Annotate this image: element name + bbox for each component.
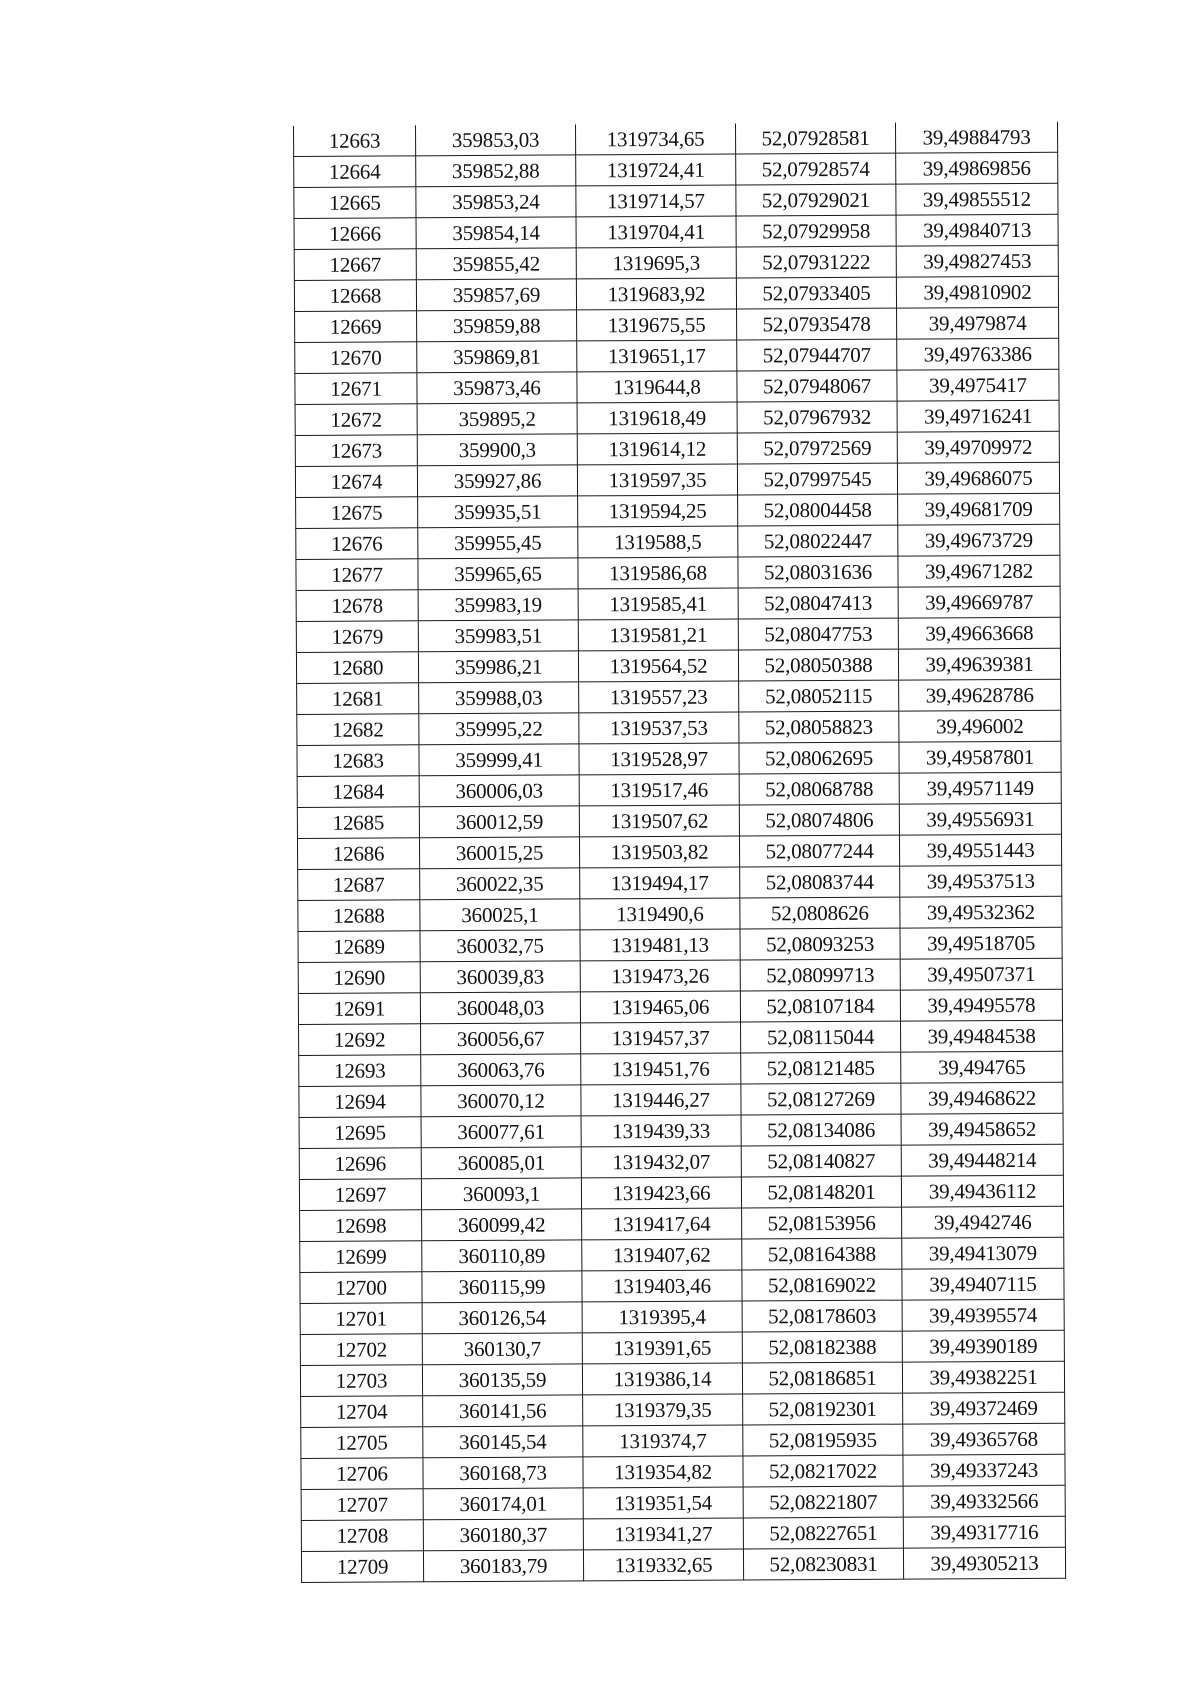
coordinates-table-body	[294, 122, 1066, 1583]
x-coordinate-cell: 359986,21	[418, 651, 578, 683]
latitude-cell: 52,08227651	[743, 1517, 903, 1549]
longitude-cell: 39,49840713	[896, 214, 1058, 246]
table-row	[298, 958, 1062, 993]
table-row	[299, 1175, 1063, 1210]
point-number-cell: 12666	[294, 218, 416, 250]
point-number-cell: 12695	[299, 1117, 421, 1149]
y-coordinate-cell: 1319651,17	[577, 340, 737, 372]
point-number-cell: 12699	[300, 1241, 422, 1273]
x-coordinate-cell: 360099,42	[422, 1209, 582, 1241]
latitude-cell: 52,08052115	[739, 680, 899, 712]
latitude-cell: 52,08164388	[742, 1238, 902, 1270]
point-number-cell: 12708	[301, 1520, 423, 1552]
table-row	[294, 183, 1058, 218]
table-row	[295, 400, 1059, 435]
y-coordinate-cell: 1319714,57	[576, 185, 736, 217]
table-row	[300, 1299, 1064, 1334]
latitude-cell: 52,08004458	[738, 494, 898, 526]
x-coordinate-cell: 359873,46	[417, 372, 577, 404]
longitude-cell: 39,49669787	[898, 586, 1060, 618]
y-coordinate-cell: 1319704,41	[576, 216, 736, 248]
latitude-cell: 52,08153956	[742, 1207, 902, 1239]
y-coordinate-cell: 1319507,62	[579, 805, 739, 837]
point-number-cell: 12689	[298, 931, 420, 963]
latitude-cell: 52,08195935	[743, 1424, 903, 1456]
x-coordinate-cell: 359983,51	[418, 620, 578, 652]
longitude-cell: 39,49628786	[899, 679, 1061, 711]
y-coordinate-cell: 1319528,97	[579, 743, 739, 775]
y-coordinate-cell: 1319594,25	[578, 495, 738, 527]
x-coordinate-cell: 359859,88	[417, 310, 577, 342]
point-number-cell: 12676	[296, 528, 418, 560]
point-number-cell: 12702	[300, 1334, 422, 1366]
x-coordinate-cell: 360085,01	[421, 1147, 581, 1179]
table-row	[299, 1020, 1063, 1055]
longitude-cell: 39,49365768	[903, 1423, 1065, 1455]
y-coordinate-cell: 1319618,49	[577, 402, 737, 434]
point-number-cell: 12675	[296, 497, 418, 529]
point-number-cell: 12682	[297, 714, 419, 746]
y-coordinate-cell: 1319451,76	[581, 1053, 741, 1085]
latitude-cell: 52,08074806	[739, 804, 899, 836]
latitude-cell: 52,07928574	[736, 153, 896, 185]
table-row	[301, 1454, 1065, 1489]
point-number-cell: 12665	[294, 187, 416, 219]
point-number-cell: 12706	[301, 1458, 423, 1490]
x-coordinate-cell: 359988,03	[419, 682, 579, 714]
y-coordinate-cell: 1319557,23	[579, 681, 739, 713]
y-coordinate-cell: 1319423,66	[581, 1177, 741, 1209]
table-row	[299, 1082, 1063, 1117]
longitude-cell: 39,49763386	[897, 338, 1059, 370]
longitude-cell: 39,49390189	[902, 1330, 1064, 1362]
y-coordinate-cell: 1319341,27	[583, 1518, 743, 1550]
longitude-cell: 39,49686075	[897, 462, 1059, 494]
point-number-cell: 12668	[294, 280, 416, 312]
point-number-cell: 12671	[295, 373, 417, 405]
x-coordinate-cell: 359995,22	[419, 713, 579, 745]
y-coordinate-cell: 1319379,35	[583, 1394, 743, 1426]
point-number-cell: 12709	[301, 1551, 423, 1583]
table-row	[301, 1423, 1065, 1458]
x-coordinate-cell: 360110,89	[422, 1240, 582, 1272]
y-coordinate-cell: 1319354,82	[583, 1456, 743, 1488]
longitude-cell: 39,49537513	[900, 865, 1062, 897]
table-row	[300, 1206, 1064, 1241]
x-coordinate-cell: 359853,03	[415, 124, 575, 155]
table-row	[298, 896, 1062, 931]
table-row	[301, 1516, 1065, 1551]
x-coordinate-cell: 360093,1	[421, 1178, 581, 1210]
point-number-cell: 12684	[297, 776, 419, 808]
x-coordinate-cell: 360145,54	[423, 1426, 583, 1458]
y-coordinate-cell: 1319564,52	[578, 650, 738, 682]
point-number-cell: 12672	[295, 404, 417, 436]
latitude-cell: 52,08050388	[738, 649, 898, 681]
point-number-cell: 12704	[301, 1396, 423, 1428]
latitude-cell: 52,08083744	[740, 866, 900, 898]
point-number-cell: 12678	[296, 590, 418, 622]
x-coordinate-cell: 359927,86	[417, 465, 577, 497]
latitude-cell: 52,07967932	[737, 401, 897, 433]
longitude-cell: 39,49395574	[902, 1299, 1064, 1331]
latitude-cell: 52,08230831	[743, 1548, 903, 1580]
point-number-cell: 12701	[300, 1303, 422, 1335]
x-coordinate-cell: 360135,59	[422, 1364, 582, 1396]
longitude-cell: 39,49337243	[903, 1454, 1065, 1486]
table-row	[300, 1268, 1064, 1303]
y-coordinate-cell: 1319644,8	[577, 371, 737, 403]
y-coordinate-cell: 1319597,35	[577, 464, 737, 496]
x-coordinate-cell: 360039,83	[420, 961, 580, 993]
point-number-cell: 12693	[299, 1055, 421, 1087]
latitude-cell: 52,08217022	[743, 1455, 903, 1487]
latitude-cell: 52,08178603	[742, 1300, 902, 1332]
x-coordinate-cell: 360015,25	[419, 837, 579, 869]
latitude-cell: 52,08121485	[741, 1052, 901, 1084]
table-row	[298, 927, 1062, 962]
point-number-cell: 12673	[295, 435, 417, 467]
table-row	[300, 1330, 1064, 1365]
latitude-cell: 52,08047753	[738, 618, 898, 650]
y-coordinate-cell: 1319586,68	[578, 557, 738, 589]
latitude-cell: 52,08186851	[742, 1362, 902, 1394]
latitude-cell: 52,0808626	[740, 897, 900, 929]
x-coordinate-cell: 360025,1	[420, 899, 580, 931]
latitude-cell: 52,07931222	[736, 246, 896, 278]
x-coordinate-cell: 360115,99	[422, 1271, 582, 1303]
point-number-cell: 12687	[298, 869, 420, 901]
longitude-cell: 39,49663668	[898, 617, 1060, 649]
longitude-cell: 39,49448214	[901, 1144, 1063, 1176]
y-coordinate-cell: 1319386,14	[582, 1363, 742, 1395]
x-coordinate-cell: 359935,51	[418, 496, 578, 528]
y-coordinate-cell: 1319465,06	[580, 991, 740, 1023]
x-coordinate-cell: 359999,41	[419, 744, 579, 776]
table-row	[296, 493, 1060, 528]
latitude-cell: 52,08077244	[739, 835, 899, 867]
table-row	[297, 803, 1061, 838]
table-row	[296, 524, 1060, 559]
latitude-cell: 52,08134086	[741, 1114, 901, 1146]
longitude-cell: 39,49305213	[903, 1547, 1065, 1579]
longitude-cell: 39,49382251	[902, 1361, 1064, 1393]
table-row	[294, 245, 1058, 280]
latitude-cell: 52,08107184	[740, 990, 900, 1022]
x-coordinate-cell: 360077,61	[421, 1116, 581, 1148]
x-coordinate-cell: 360070,12	[421, 1085, 581, 1117]
latitude-cell: 52,08140827	[741, 1145, 901, 1177]
table-row	[295, 369, 1059, 404]
x-coordinate-cell: 360022,35	[420, 868, 580, 900]
x-coordinate-cell: 360063,76	[421, 1054, 581, 1086]
table-row	[295, 462, 1059, 497]
table-row	[297, 679, 1061, 714]
y-coordinate-cell: 1319490,6	[580, 898, 740, 930]
y-coordinate-cell: 1319417,64	[582, 1208, 742, 1240]
table-row	[297, 741, 1061, 776]
longitude-cell: 39,49673729	[898, 524, 1060, 556]
x-coordinate-cell: 360048,03	[420, 992, 580, 1024]
table-row	[301, 1547, 1065, 1582]
x-coordinate-cell: 360032,75	[420, 930, 580, 962]
latitude-cell: 52,07997545	[737, 463, 897, 495]
y-coordinate-cell: 1319403,46	[582, 1270, 742, 1302]
table-row	[294, 122, 1058, 157]
longitude-cell: 39,49709972	[897, 431, 1059, 463]
longitude-cell: 39,49671282	[898, 555, 1060, 587]
point-number-cell: 12679	[296, 621, 418, 653]
longitude-cell: 39,49855512	[896, 183, 1058, 215]
point-number-cell: 12698	[300, 1210, 422, 1242]
latitude-cell: 52,07933405	[736, 277, 896, 309]
table-row	[301, 1485, 1065, 1520]
longitude-cell: 39,49681709	[898, 493, 1060, 525]
point-number-cell: 12674	[295, 466, 417, 498]
longitude-cell: 39,49413079	[902, 1237, 1064, 1269]
x-coordinate-cell: 359854,14	[416, 217, 576, 249]
point-number-cell: 12669	[295, 311, 417, 343]
latitude-cell: 52,08062695	[739, 742, 899, 774]
y-coordinate-cell: 1319537,53	[579, 712, 739, 744]
latitude-cell: 52,08058823	[739, 711, 899, 743]
point-number-cell: 12700	[300, 1272, 422, 1304]
y-coordinate-cell: 1319446,27	[581, 1084, 741, 1116]
latitude-cell: 52,08068788	[739, 773, 899, 805]
point-number-cell: 12688	[298, 900, 420, 932]
point-number-cell: 12667	[294, 249, 416, 281]
longitude-cell: 39,49869856	[896, 152, 1058, 184]
y-coordinate-cell: 1319391,65	[582, 1332, 742, 1364]
longitude-cell: 39,49587801	[899, 741, 1061, 773]
longitude-cell: 39,4975417	[897, 369, 1059, 401]
x-coordinate-cell: 359965,65	[418, 558, 578, 590]
coordinates-table	[293, 122, 1066, 1583]
y-coordinate-cell: 1319439,33	[581, 1115, 741, 1147]
table-row	[295, 431, 1059, 466]
y-coordinate-cell: 1319675,55	[577, 309, 737, 341]
x-coordinate-cell: 360006,03	[419, 775, 579, 807]
y-coordinate-cell: 1319614,12	[577, 433, 737, 465]
point-number-cell: 12696	[299, 1148, 421, 1180]
table-row	[297, 710, 1061, 745]
x-coordinate-cell: 359855,42	[416, 248, 576, 280]
longitude-cell: 39,49332566	[903, 1485, 1065, 1517]
x-coordinate-cell: 359869,81	[417, 341, 577, 373]
point-number-cell: 12692	[299, 1024, 421, 1056]
y-coordinate-cell: 1319481,13	[580, 929, 740, 961]
y-coordinate-cell: 1319351,54	[583, 1487, 743, 1519]
table-row	[294, 276, 1058, 311]
latitude-cell: 52,07928581	[735, 123, 895, 154]
latitude-cell: 52,07935478	[737, 308, 897, 340]
longitude-cell: 39,49495578	[900, 989, 1062, 1021]
latitude-cell: 52,08192301	[743, 1393, 903, 1425]
latitude-cell: 52,08047413	[738, 587, 898, 619]
table-row	[295, 338, 1059, 373]
longitude-cell: 39,49518705	[900, 927, 1062, 959]
table-row	[294, 152, 1058, 187]
latitude-cell: 52,07929021	[736, 184, 896, 216]
point-number-cell: 12681	[297, 683, 419, 715]
longitude-cell: 39,49716241	[897, 400, 1059, 432]
latitude-cell: 52,08031636	[738, 556, 898, 588]
latitude-cell: 52,08127269	[741, 1083, 901, 1115]
longitude-cell: 39,49468622	[901, 1082, 1063, 1114]
table-row	[295, 307, 1059, 342]
y-coordinate-cell: 1319588,5	[578, 526, 738, 558]
point-number-cell: 12697	[299, 1179, 421, 1211]
latitude-cell: 52,07972569	[737, 432, 897, 464]
longitude-cell: 39,49317716	[903, 1516, 1065, 1548]
table-row	[298, 989, 1062, 1024]
table-row	[297, 772, 1061, 807]
longitude-cell: 39,49827453	[896, 245, 1058, 277]
x-coordinate-cell: 360126,54	[422, 1302, 582, 1334]
point-number-cell: 12690	[298, 962, 420, 994]
x-coordinate-cell: 359900,3	[417, 434, 577, 466]
x-coordinate-cell: 359857,69	[416, 279, 576, 311]
y-coordinate-cell: 1319374,7	[583, 1425, 743, 1457]
x-coordinate-cell: 360180,37	[423, 1519, 583, 1551]
y-coordinate-cell: 1319494,17	[580, 867, 740, 899]
x-coordinate-cell: 359955,45	[418, 527, 578, 559]
y-coordinate-cell: 1319683,92	[576, 278, 736, 310]
longitude-cell: 39,49436112	[901, 1175, 1063, 1207]
latitude-cell: 52,08093253	[740, 928, 900, 960]
x-coordinate-cell: 360168,73	[423, 1457, 583, 1489]
point-number-cell: 12670	[295, 342, 417, 374]
x-coordinate-cell: 360056,67	[421, 1023, 581, 1055]
longitude-cell: 39,494765	[901, 1051, 1063, 1083]
point-number-cell: 12703	[300, 1365, 422, 1397]
latitude-cell: 52,08115044	[741, 1021, 901, 1053]
longitude-cell: 39,496002	[899, 710, 1061, 742]
y-coordinate-cell: 1319695,3	[576, 247, 736, 279]
point-number-cell: 12677	[296, 559, 418, 591]
point-number-cell: 12707	[301, 1489, 423, 1521]
table-row	[299, 1051, 1063, 1086]
table-row	[298, 865, 1062, 900]
x-coordinate-cell: 360130,7	[422, 1333, 582, 1365]
x-coordinate-cell: 359852,88	[416, 155, 576, 187]
y-coordinate-cell: 1319332,65	[583, 1549, 743, 1581]
point-number-cell: 12691	[298, 993, 420, 1025]
longitude-cell: 39,49884793	[895, 122, 1057, 153]
y-coordinate-cell: 1319503,82	[579, 836, 739, 868]
longitude-cell: 39,49407115	[902, 1268, 1064, 1300]
latitude-cell: 52,07948067	[737, 370, 897, 402]
latitude-cell: 52,08182388	[742, 1331, 902, 1363]
point-number-cell: 12705	[301, 1427, 423, 1459]
y-coordinate-cell: 1319473,26	[580, 960, 740, 992]
point-number-cell: 12685	[297, 807, 419, 839]
latitude-cell: 52,08221807	[743, 1486, 903, 1518]
x-coordinate-cell: 360141,56	[423, 1395, 583, 1427]
table-row	[297, 834, 1061, 869]
y-coordinate-cell: 1319432,07	[581, 1146, 741, 1178]
longitude-cell: 39,49551443	[899, 834, 1061, 866]
point-number-cell: 12664	[294, 156, 416, 188]
latitude-cell: 52,07944707	[737, 339, 897, 371]
latitude-cell: 52,08022447	[738, 525, 898, 557]
x-coordinate-cell: 360183,79	[423, 1550, 583, 1582]
longitude-cell: 39,49810902	[896, 276, 1058, 308]
point-number-cell: 12686	[297, 838, 419, 870]
point-number-cell: 12663	[294, 125, 416, 156]
point-number-cell: 12680	[296, 652, 418, 684]
table-row	[294, 214, 1058, 249]
x-coordinate-cell: 360174,01	[423, 1488, 583, 1520]
x-coordinate-cell: 359853,24	[416, 186, 576, 218]
y-coordinate-cell: 1319395,4	[582, 1301, 742, 1333]
table-row	[300, 1361, 1064, 1396]
longitude-cell: 39,49571149	[899, 772, 1061, 804]
longitude-cell: 39,49556931	[899, 803, 1061, 835]
x-coordinate-cell: 359983,19	[418, 589, 578, 621]
latitude-cell: 52,08099713	[740, 959, 900, 991]
y-coordinate-cell: 1319581,21	[578, 619, 738, 651]
longitude-cell: 39,49458652	[901, 1113, 1063, 1145]
table-row	[300, 1237, 1064, 1272]
table-row	[299, 1144, 1063, 1179]
point-number-cell: 12694	[299, 1086, 421, 1118]
table-row	[301, 1392, 1065, 1427]
x-coordinate-cell: 360012,59	[419, 806, 579, 838]
longitude-cell: 39,49532362	[900, 896, 1062, 928]
x-coordinate-cell: 359895,2	[417, 403, 577, 435]
y-coordinate-cell: 1319585,41	[578, 588, 738, 620]
table-row	[296, 586, 1060, 621]
y-coordinate-cell: 1319517,46	[579, 774, 739, 806]
table-row	[296, 555, 1060, 590]
latitude-cell: 52,07929958	[736, 215, 896, 247]
y-coordinate-cell: 1319734,65	[575, 124, 735, 155]
point-number-cell: 12683	[297, 745, 419, 777]
table-row	[296, 648, 1060, 683]
y-coordinate-cell: 1319457,37	[581, 1022, 741, 1054]
longitude-cell: 39,4942746	[902, 1206, 1064, 1238]
latitude-cell: 52,08148201	[741, 1176, 901, 1208]
longitude-cell: 39,49372469	[903, 1392, 1065, 1424]
longitude-cell: 39,4979874	[897, 307, 1059, 339]
longitude-cell: 39,49639381	[898, 648, 1060, 680]
latitude-cell: 52,08169022	[742, 1269, 902, 1301]
longitude-cell: 39,49484538	[901, 1020, 1063, 1052]
longitude-cell: 39,49507371	[900, 958, 1062, 990]
y-coordinate-cell: 1319407,62	[582, 1239, 742, 1271]
table-row	[296, 617, 1060, 652]
table-row	[299, 1113, 1063, 1148]
y-coordinate-cell: 1319724,41	[576, 154, 736, 186]
